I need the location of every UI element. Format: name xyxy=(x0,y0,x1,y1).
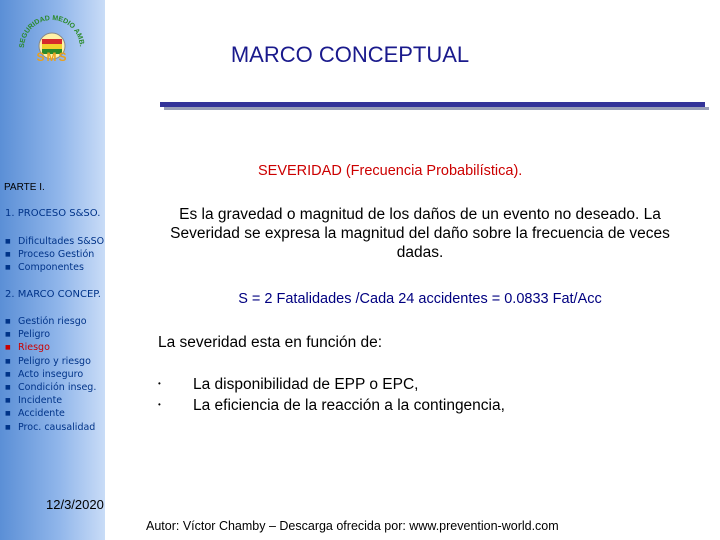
nav-section-1-list xyxy=(5,235,104,275)
slide-date: 12/3/2020 xyxy=(46,497,104,512)
title-divider-shadow xyxy=(164,107,709,110)
nav-item[interactable]: ■ Proceso Gestión xyxy=(5,248,104,261)
nav-item-active[interactable]: ■ Riesgo xyxy=(5,341,96,354)
definition-text: Es la gravedad o magnitud de los daños de un evento no deseado. La Severidad se expresa la magnitud del daño sobre la frecuencia de veces dadas. xyxy=(170,206,670,261)
nav-item[interactable]: ■ Dificultades S&SO xyxy=(5,235,104,248)
list-item-text: La disponibilidad de EPP o EPC, xyxy=(193,376,419,393)
nav-item[interactable]: ■ Componentes xyxy=(5,261,104,274)
nav-item[interactable]: ■ Acto inseguro xyxy=(5,368,96,381)
part-label: PARTE I. xyxy=(4,182,45,193)
nav-item[interactable]: ■ Accidente xyxy=(5,407,96,420)
page-title: MARCO CONCEPTUAL xyxy=(230,42,470,67)
nav-item[interactable]: ■ Peligro xyxy=(5,328,96,341)
svg-text:SEGURIDAD MEDIO AMB. SALUD: SEGURIDAD MEDIO AMB. xyxy=(18,14,85,49)
nav-section-heading[interactable]: 1. PROCESO S&SO. xyxy=(5,208,101,219)
org-seal-logo xyxy=(12,6,92,76)
bullet-icon: • xyxy=(158,400,161,409)
nav-section-2 xyxy=(5,289,101,300)
footer-credit: Autor: Víctor Chamby – Descarga ofrecida por: www.prevention-world.com xyxy=(146,519,559,533)
nav-section-1 xyxy=(5,208,100,219)
nav-section-2-list xyxy=(5,315,96,434)
nav-item[interactable]: ■ Peligro y riesgo xyxy=(5,355,96,368)
nav-item[interactable]: ■ Gestión riesgo xyxy=(5,315,96,328)
list-item-text: La eficiencia de la reacción a la contingencia, xyxy=(193,397,505,414)
brand-label: SMS xyxy=(36,50,69,64)
severity-formula: S = 2 Fatalidades /Cada 24 accidentes = 0.0833 Fat/Acc xyxy=(238,291,602,307)
nav-item[interactable]: ■ Condición inseg. xyxy=(5,381,96,394)
nav-section-heading[interactable]: 2. MARCO CONCEP. xyxy=(5,289,101,300)
nav-item[interactable]: ■ Proc. causalidad xyxy=(5,421,96,434)
bullet-icon: • xyxy=(158,379,161,388)
factors-intro: La severidad esta en función de: xyxy=(158,334,383,351)
nav-item[interactable]: ■ Incidente xyxy=(5,394,96,407)
slide-subtitle: SEVERIDAD (Frecuencia Probabilística). xyxy=(258,163,523,179)
